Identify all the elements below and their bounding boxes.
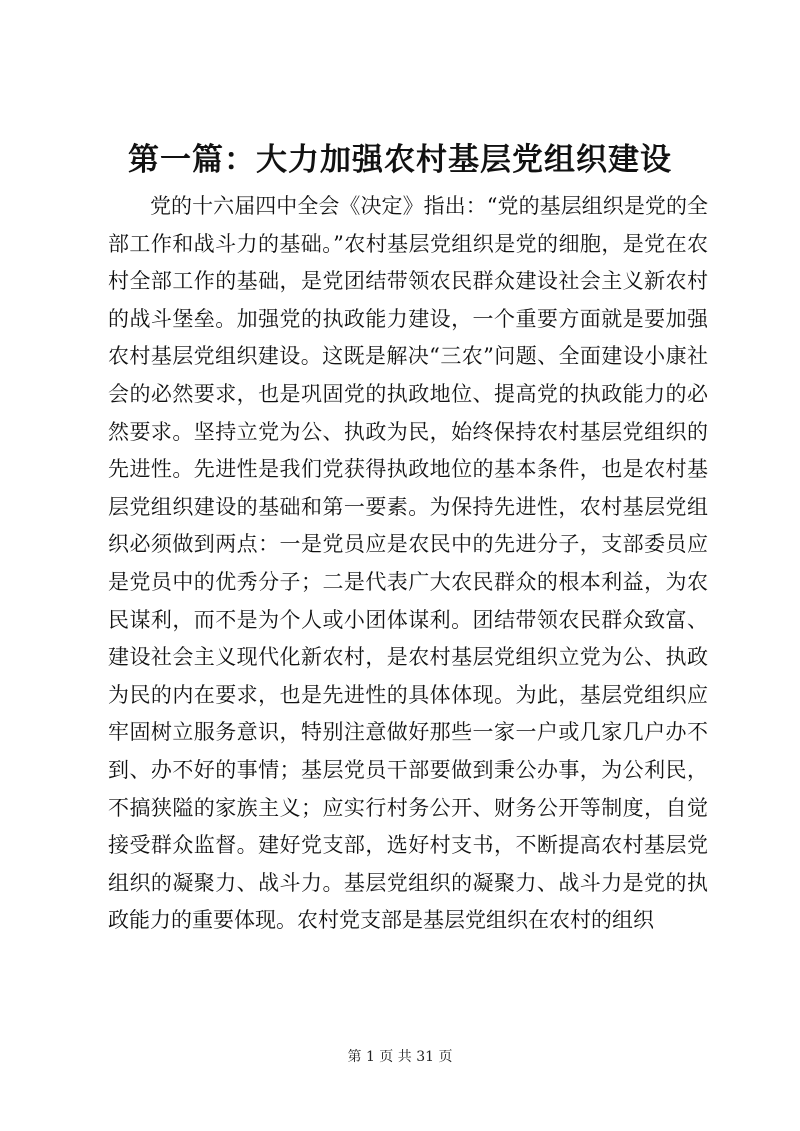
body-paragraph: 党的十六届四中全会《决定》指出：“党的基层组织是党的全部工作和战斗力的基础。”农村基层党组织是党的细胞，是党在农村全部工作的基础，是党团结带领农民群众建设社会主义新农村的战斗堡垒。加强党的执政能力建设，一个重要方面就是要加强农村基层党组织建设。这既是解决“三农”问题、全面建设小康社会的必然要求，也是巩固党的执政地位、提高党的执政能力的必然要求。坚持立党为公、执政为民，始终保持农村基层党组织的先进性。先进性是我们党获得执政地位的基本条件，也是农村基层党组织建设的基础和第一要素。为保持先进性，农村基层党组织必须做到两点：一是党员应是农民中的先进分子，支部委员应是党员中的优秀分子；二是代表广大农民群众的根本利益，为农民谋利，而不是为个人或小团体谋利。团结带领农民群众致富、建设社会主义现代化新农村，是农村基层党组织立党为公、执政为民的内在要求，也是先进性的具体体现。为此，基层党组织应牢固树立服务意识，特别注意做好那些一家一户或几家几户办不到、办不好的事情；基层党员干部要做到秉公办事，为公利民，不搞狭隘的家族主义；应实行村务公开、财务公开等制度，自觉接受群众监督。建好党支部，选好村支书，不断提高农村基层党组织的凝聚力、战斗力。基层党组织的凝聚力、战斗力是党的执政能力的重要体现。农村党支部是基层党组织在农村的组织 [108, 194, 708, 933]
document-title: 第一篇：大力加强农村基层党组织建设 [128, 142, 672, 178]
page-footer: 第 1 页 共 31 页 [347, 1049, 453, 1065]
